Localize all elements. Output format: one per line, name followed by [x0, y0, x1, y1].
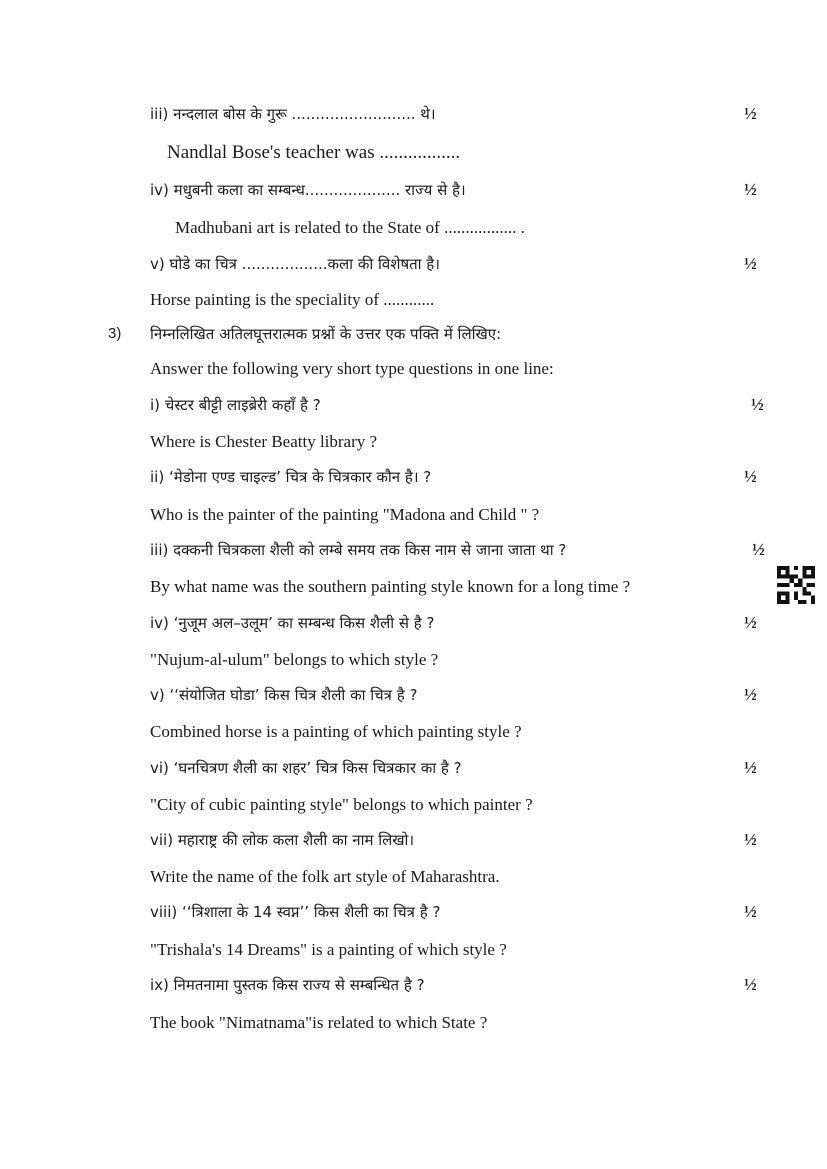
q3-i-english: Where is Chester Beatty library ?: [150, 432, 378, 451]
q3-ix-hindi: ix) निमतनामा पुस्तक किस राज्य से सम्बन्धित है ?: [150, 976, 425, 994]
qr-code-icon: [777, 566, 815, 604]
q2-iii-english: Nandlal Bose's teacher was .................: [167, 142, 461, 163]
q3-viii-english: "Trishala's 14 Dreams" is a painting of which style ?: [150, 940, 507, 959]
q2-v-mark: ½: [744, 254, 757, 273]
q3-iv-mark: ½: [744, 613, 757, 632]
q3-v-mark: ½: [744, 685, 757, 704]
q3-viii-mark: ½: [744, 902, 757, 921]
q3-iii-mark: ½: [752, 540, 765, 559]
q3-ix-english: The book "Nimatnama"is related to which State ?: [150, 1013, 488, 1032]
q2-iv-hindi: iv) मधुबनी कला का सम्बन्ध.................... राज्य से है।: [150, 181, 466, 199]
q3-vii-mark: ½: [744, 830, 757, 849]
q2-iv-mark: ½: [744, 180, 757, 199]
q3-iii-english: By what name was the southern painting style known for a long time ?: [150, 577, 631, 596]
q3-instruction-hindi: निम्नलिखित अतिलघूत्तरात्मक प्रश्नों के उत्तर एक पक्ति में लिखिए:: [150, 325, 502, 343]
q3-ii-english: Who is the painter of the painting "Madona and Child " ?: [150, 505, 540, 524]
q2-iii-hindi: iii) नन्दलाल बोस के गुरू .......................... थे।: [150, 105, 436, 123]
q3-i-mark: ½: [751, 395, 764, 414]
q2-v-english: Horse painting is the speciality of ............: [150, 290, 435, 309]
q3-vii-hindi: vii) महाराष्ट्र की लोक कला शैली का नाम लिखो।: [150, 831, 415, 849]
q3-vi-mark: ½: [744, 758, 757, 777]
q3-i-hindi: i) चेस्टर बीट्टी लाइब्रेरी कहाँ है ?: [150, 396, 321, 414]
q3-iv-hindi: iv) ‘नुजूम अल–उलूम’ का सम्बन्ध किस शैली से है ?: [150, 614, 435, 632]
q3-v-hindi: v) ‘‘संयोजित घोडा’ किस चित्र शैली का चित्र है ?: [150, 686, 418, 704]
q3-number: 3): [108, 325, 122, 342]
q3-v-english: Combined horse is a painting of which painting style ?: [150, 722, 522, 741]
q2-iii-mark: ½: [744, 104, 757, 123]
q3-vi-english: "City of cubic painting style" belongs to which painter ?: [150, 795, 533, 814]
q2-v-hindi: v) घोडे का चित्र ..................कला की विशेषता है।: [150, 255, 440, 273]
q3-iii-hindi: iii) दक्कनी चित्रकला शैली को लम्बे समय तक किस नाम से जाना जाता था ?: [150, 541, 567, 559]
q3-ii-mark: ½: [744, 467, 757, 486]
q3-ii-hindi: ii) ‘मेडोना एण्ड चाइल्ड’ चित्र के चित्रकार कौन है। ?: [150, 468, 432, 486]
q3-vii-english: Write the name of the folk art style of Maharashtra.: [150, 867, 500, 886]
q3-ix-mark: ½: [744, 975, 757, 994]
q2-iv-english: Madhubani art is related to the State of ................. .: [175, 218, 525, 237]
q3-instruction-english: Answer the following very short type questions in one line:: [150, 359, 554, 378]
q3-viii-hindi: viii) ‘‘त्रिशाला के 14 स्वप्न’’ किस शैली का चित्र है ?: [150, 903, 441, 921]
q3-iv-english: "Nujum-al-ulum" belongs to which style ?: [150, 650, 439, 669]
q3-vi-hindi: vi) ‘घनचित्रण शैली का शहर’ चित्र किस चित्रकार का है ?: [150, 759, 462, 777]
